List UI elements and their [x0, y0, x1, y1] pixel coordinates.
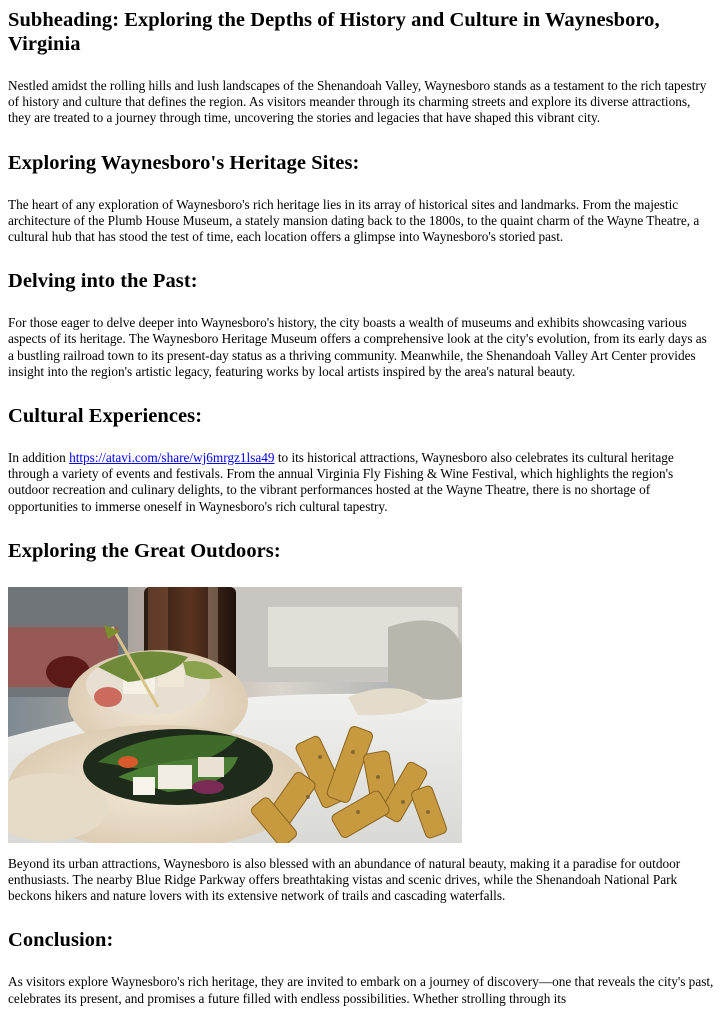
- wrap-and-fries-photo: [8, 587, 462, 843]
- intro-paragraph: Nestled amidst the rolling hills and lush landscapes of the Shenandoah Valley, Waynesboro stands as a testament to the rich tapestry of history and culture that defines the region. As visitors meander through its charming streets and explore its diverse attractions, they are treated to a journey through time, uncovering the stories and legacies that have shaped this vibrant city.: [8, 78, 707, 126]
- cultural-text-after-link: to its historical attractions, Waynesboro also celebrates its cultural heritage through a variety of events and festivals. From the annual Virginia Fly Fishing & Wine Festival, which highlights the region's outdoor recreation and culinary delights, to the vibrant performances hosted at the Wayne Theatre, there is no shortage of opportunities to immerse oneself in Waynesboro's rich cultural tapestry.: [8, 450, 674, 514]
- article: [8, 0, 714, 1007]
- page-title: Subheading: Exploring the Depths of History and Culture in Waynesboro, Virginia: [8, 9, 660, 55]
- section-text-cultural: [8, 450, 714, 515]
- cultural-text-before-link: In addition: [8, 450, 70, 466]
- section-text-heritage-sites: The heart of any exploration of Waynesboro's rich heritage lies in its array of historical sites and landmarks. From the majestic architecture of the Plumb House Museum, a stately mansion dating back to the 1800s, to the quaint charm of the Wayne Theatre, a cultural hub that has stood the test of time, each location offers a glimpse into Waynesboro's storied past.: [8, 196, 700, 245]
- section-text-outdoors: Beyond its urban attractions, Waynesboro is also blessed with an abundance of natural beauty, making it a paradise for outdoor enthusiasts. The nearby Blue Ridge Parkway offers breathtaking vistas and scenic drives, while the Shenandoah National Park beckons hikers and nature lovers with its extensive network of trails and cascading waterfalls.: [8, 855, 681, 904]
- section-text-conclusion: As visitors explore Waynesboro's rich heritage, they are invited to embark on a journey of discovery—one that reveals the city's past, celebrates its present, and promises a future filled with endless possibilities. Whether strolling through its: [8, 974, 714, 1006]
- atavi-share-link[interactable]: https://atavi.com/share/wj6mrgz1lsa49: [69, 450, 275, 466]
- section-heading-cultural: Cultural Experiences:: [8, 405, 203, 428]
- section-heading-outdoors: Exploring the Great Outdoors:: [8, 539, 281, 562]
- section-heading-conclusion: Conclusion:: [8, 929, 114, 952]
- section-heading-past: Delving into the Past:: [8, 270, 198, 293]
- section-heading-heritage-sites: Exploring Waynesboro's Heritage Sites:: [8, 151, 360, 174]
- section-text-past: For those eager to delve deeper into Waynesboro's history, the city boasts a wealth of museums and exhibits showcasing various aspects of its heritage. The Waynesboro Heritage Museum offers a comprehensive look at the city's evolution, from its early days as a bustling railroad town to its present-day status as a thriving community. Meanwhile, the Shenandoah Valley Art Center provides insight into the region's artistic legacy, featuring works by local artists inspired by the area's natural beauty.: [8, 315, 707, 379]
- food-photo-illustration: [8, 587, 462, 843]
